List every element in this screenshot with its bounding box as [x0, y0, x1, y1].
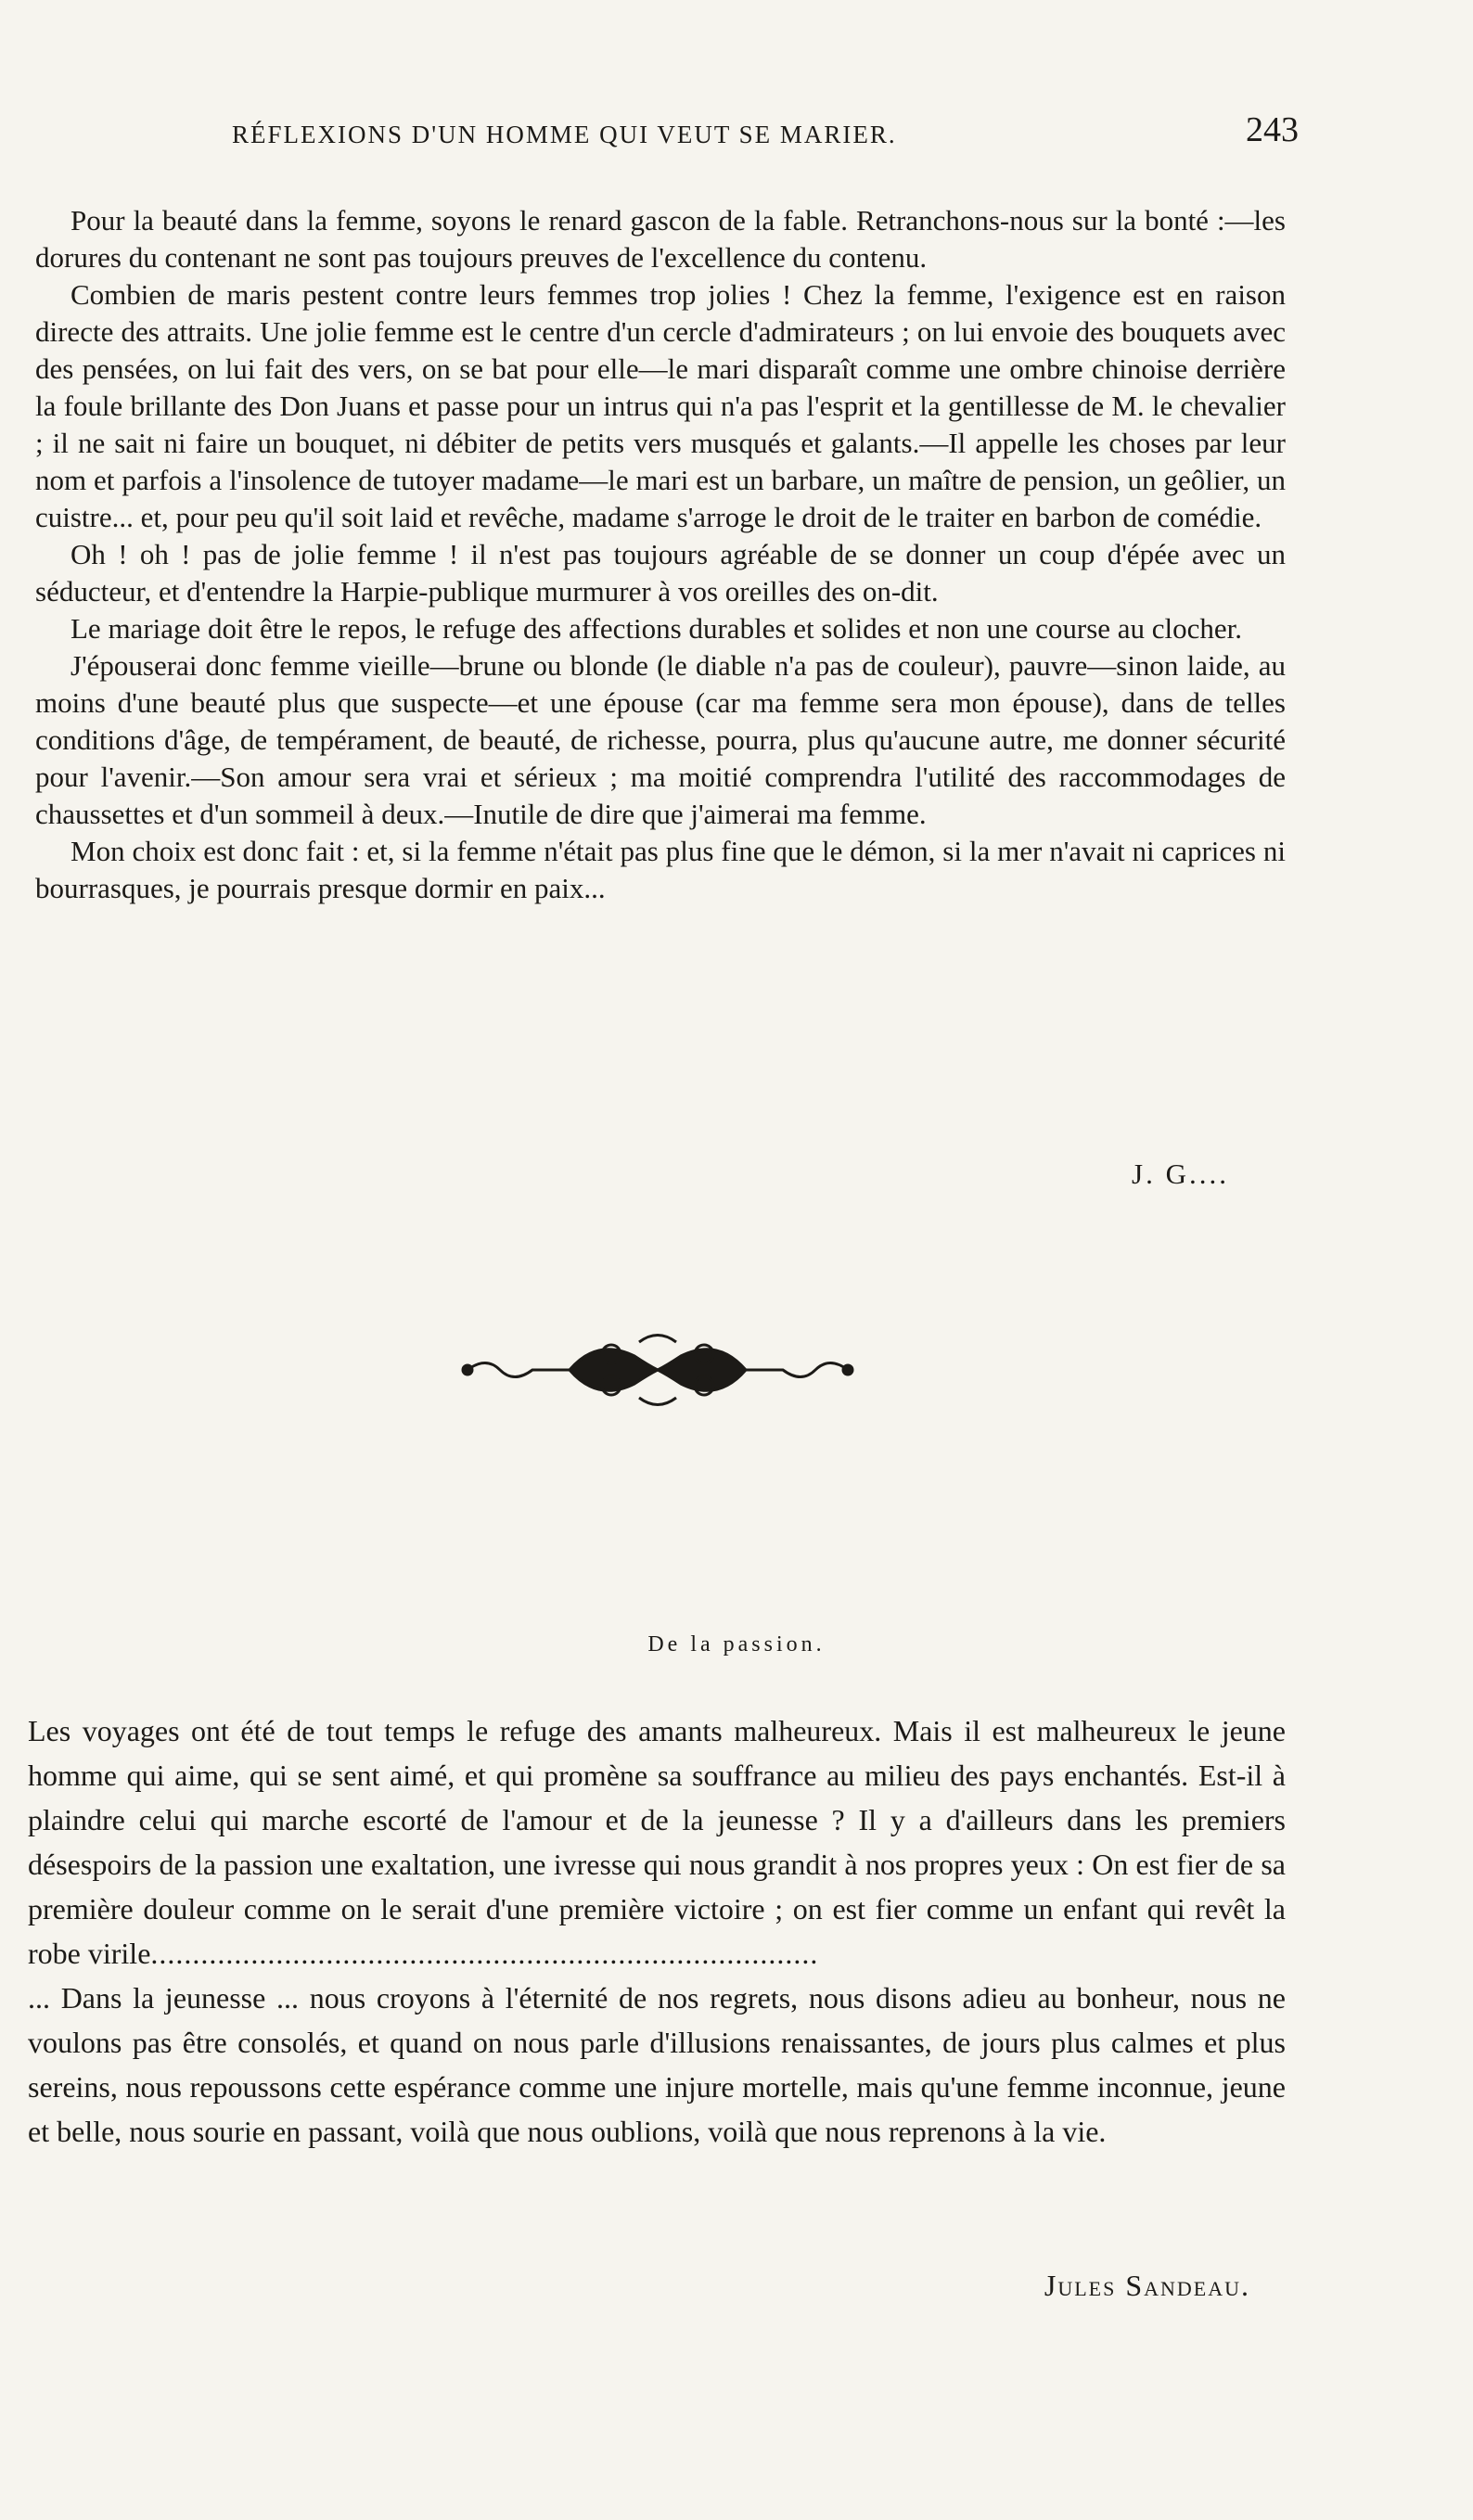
author-signature: J. G....	[1132, 1158, 1229, 1190]
fleuron-ornament	[458, 1328, 857, 1412]
paragraph-text: Les voyages ont été de tout temps le refuge des amants malheureux. Mais il est malheureux le jeune homme qui aime, qui se sent aimé, et qui promène sa souffrance au milieu des pays enchantés. Est-il à plaindre celui qui marche escorté de l'amour et de la jeunesse ? Il y a d'ailleurs dans les premiers désespoirs de la passion une exaltation, une ivresse qui nous grandit à nos propres yeux : On est fier de sa première douleur comme on le serait d'une première victoire ; on est fier comme un enfant qui revêt la robe virile	[28, 1714, 1286, 1970]
article-de-la-passion	[28, 1708, 1286, 2154]
article-reflexions	[35, 202, 1286, 907]
paragraph: Mon choix est donc fait : et, si la femme n'était pas plus fine que le démon, si la mer n'avait ni caprices ni bourrasques, je pourrais presque dormir en paix...	[35, 835, 1286, 904]
paragraph: Le mariage doit être le repos, le refuge des affections durables et solides et non une course au clocher.	[70, 612, 1243, 645]
dotted-leader: ................................................................................	[150, 1937, 819, 1970]
paragraph: Oh ! oh ! pas de jolie femme ! il n'est pas toujours agréable de se donner un coup d'épée avec un séducteur, et d'entendre la Harpie-publique murmurer à vos oreilles des on-dit.	[35, 538, 1286, 608]
paragraph	[28, 1708, 1286, 1976]
paragraph: J'épouserai donc femme vieille—brune ou blonde (le diable n'a pas de couleur), pauvre—sinon laide, au moins d'une beauté plus que suspecte—et une épouse (car ma femme sera mon épouse), dans de telles conditions d'âge, de tempérament, de beauté, de richesse, pourra, plus qu'aucune autre, me donner sécurité pour l'avenir.—Son amour sera vrai et sérieux ; ma moitié comprendra l'utilité des raccommodages de chaussettes et d'un sommeil à deux.—Inutile de dire que j'aimerai ma femme.	[35, 649, 1286, 830]
running-title: RÉFLEXIONS D'UN HOMME QUI VEUT SE MARIER.	[232, 121, 897, 148]
paragraph: Combien de maris pestent contre leurs femmes trop jolies ! Chez la femme, l'exigence est en raison directe des attraits. Une jolie femme est le centre d'un cercle d'admirateurs ; on lui envoie des bouquets avec des pensées, on lui fait des vers, on se bat pour elle—le mari disparaît comme une ombre chinoise derrière la foule brillante des Don Juans et passe pour un intrus qui n'a pas l'esprit et la gentillesse de M. le chevalier ; il ne sait ni faire un bouquet, ni débiter de petits vers musqués et galants.—Il appelle les choses par leur nom et parfois a l'insolence de tutoyer madame—le mari est un barbare, un maître de pension, un geôlier, un cuistre... et, pour peu qu'il soit laid et revêche, madame s'arroge le droit de le traiter en barbon de comédie.	[35, 278, 1286, 533]
paragraph: ... Dans la jeunesse ... nous croyons à l'éternité de nos regrets, nous disons adieu au bonheur, nous ne voulons pas être consolés, et quand on nous parle d'illusions renaissantes, de jours plus calmes et plus sereins, nous repoussons cette espérance comme une injure mortelle, mais qu'une femme inconnue, jeune et belle, nous sourie en passant, voilà que nous oublions, voilà que nous reprenons à la vie.	[28, 1981, 1286, 2148]
section-title: De la passion.	[647, 1632, 826, 1657]
author-signature: Jules Sandeau.	[1044, 2269, 1250, 2302]
paragraph: Pour la beauté dans la femme, soyons le renard gascon de la fable. Retranchons-nous sur la bonté :—les dorures du contenant ne sont pas toujours preuves de l'excellence du contenu.	[35, 204, 1286, 274]
page-number: 243	[1246, 110, 1299, 149]
